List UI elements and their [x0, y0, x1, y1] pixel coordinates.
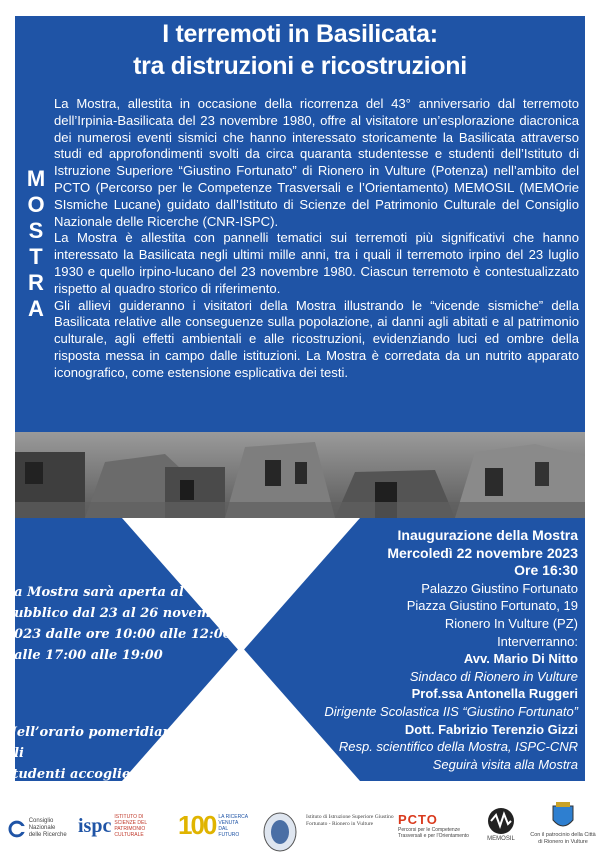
speakers-label: Interverranno: — [497, 633, 578, 649]
speaker-name: Prof.ssa Antonella Ruggeri — [411, 686, 578, 702]
cnr-text: Consiglio Nazionale delle Ricerche — [28, 818, 67, 838]
patronage-logo — [528, 802, 598, 846]
pcto-abbr: PCTO — [398, 812, 438, 827]
speaker-role: Resp. scientifico della Mostra, ISPC-CNR — [338, 739, 578, 755]
school-text: Istituto di Istruzione Superiore Giustino Fortunato - Rionero in Vulture — [306, 814, 394, 827]
anniv-number: 100 — [178, 810, 216, 840]
note-line: studenti accoglieranno e — [5, 767, 186, 782]
school-crest-icon — [262, 812, 298, 852]
cnr-logo — [8, 818, 68, 839]
memosil-emblem-icon — [486, 806, 516, 836]
school-logo — [306, 814, 394, 828]
hours-line: La Mostra sarà aperta al — [5, 585, 184, 600]
ispc-logo — [78, 814, 170, 838]
venue: Palazzo Giustino Fortunato — [421, 580, 578, 596]
ispc-text: ISTITUTO DI SCIENZE DEL PATRIMONIO CULTURALE — [114, 814, 147, 838]
inauguration-time: Ore 16:30 — [514, 562, 578, 579]
cnr-100-logo — [178, 810, 254, 841]
vertical-letter: O — [27, 192, 45, 217]
note-line: guideranno i visitatori — [5, 788, 169, 803]
opening-hours — [5, 582, 245, 666]
vertical-mostra-label — [23, 166, 49, 322]
address: Piazza Giustino Fortunato, 19 — [406, 598, 578, 614]
note-line: Nell’orario pomeridiano gli — [5, 725, 181, 761]
hours-line: 2023 dalle ore 10:00 alle 12:00 e — [5, 627, 245, 642]
hours-line: dalle 17:00 alle 19:00 — [5, 648, 163, 663]
paragraph-2: La Mostra è allestita con pannelli tematici sui terremoti più significativi che hanno interessato la Basilicata negli ultimi mille anni, tra i quali il terremoto irpino del 23 luglio 1930 e quello irpino-lucano del 23 novembre 1980. Ciascun terremoto è contestualizzato rispetto al quadro storico di riferimento. — [54, 230, 579, 296]
ruins-photo — [15, 432, 585, 518]
title-line-2: tra distruzioni e ricostruzioni — [133, 52, 467, 80]
paragraph-3: Gli allievi guideranno i visitatori della Mostra illustrando le “vicende sismiche” della Basilicata relative alle conseguenze sulla popolazione, ai danni agli abitati e al patrimonio culturale, agli effetti ambientali e alle ricostruzioni, evidenziando luci ed ombre della risposta messa in campo dalle istituzioni. La Mostra è corredata da un nutrito apparato iconografico, come estensione esplicativa dei testi. — [54, 297, 579, 380]
afternoon-note — [5, 722, 200, 806]
closing-line: Seguirà visita alla Mostra — [432, 756, 578, 772]
hours-line: pubblico dal 23 al 26 novembre — [5, 606, 235, 621]
vertical-letter: M — [26, 166, 46, 191]
vertical-letter: A — [28, 296, 44, 321]
city: Rionero In Vulture (PZ) — [444, 615, 578, 631]
anniv-text: LA RICERCA VENUTA DAL FUTURO — [218, 813, 248, 838]
top-panel — [15, 16, 585, 432]
vertical-letter: R — [28, 270, 44, 295]
speaker-name: Avv. Mario Di Nitto — [463, 651, 578, 667]
patronage-text: Con il patrocinio della Città di Rionero in Vulture — [530, 832, 596, 845]
inauguration-heading: Inaugurazione della Mostra — [397, 527, 578, 543]
ispc-abbr: ispc — [78, 814, 112, 837]
description-text — [54, 96, 579, 382]
pcto-logo — [398, 812, 470, 839]
speaker-role: Sindaco di Rionero in Vulture — [409, 668, 578, 684]
memosil-logo — [478, 806, 524, 843]
speaker-name: Dott. Fabrizio Terenzio Gizzi — [404, 721, 578, 737]
city-crest-icon — [551, 802, 575, 832]
pcto-text: Percorsi per le Competenze Trasversali e per l’Orientamento — [398, 827, 469, 839]
memosil-text: MEMOSIL — [487, 836, 515, 842]
cnr-emblem-icon — [8, 820, 26, 838]
school-emblem — [262, 812, 302, 852]
speaker-role: Dirigente Scolastica IIS “Giustino Fortunato” — [324, 703, 578, 719]
logo-row — [0, 800, 600, 867]
inauguration-info — [278, 527, 578, 773]
paragraph-1: La Mostra, allestita in occasione della ricorrenza del 43° anniversario dal terremoto dell’Irpinia-Basilicata del 23 novembre 1980, offre al visitatore un’esplorazione diacronica dei numerosi eventi sismici che hanno interessato storicamente la Basilicata attraverso studi ed approfondimenti svolti da circa quaranta studentesse e studenti dell’Istituto di Istruzione Superiore “Giustino Fortunato” di Rionero in Vulture (Potenza) nell’ambito del PCTO (Percorso per le Competenze Trasversali e l’Orientamento) MEMOSIL (MEMOrie SIsmiche Lucane) guidato dall’Istituto di Scienze del Patrimonio Culturale del Consiglio Nazionale delle Ricerche (CNR-ISPC). — [54, 96, 579, 229]
vertical-letter: T — [29, 244, 43, 269]
inauguration-date: Mercoledì 22 novembre 2023 — [387, 544, 578, 561]
title-line-1: I terremoti in Basilicata: — [162, 20, 438, 48]
vertical-letter: S — [28, 218, 44, 243]
